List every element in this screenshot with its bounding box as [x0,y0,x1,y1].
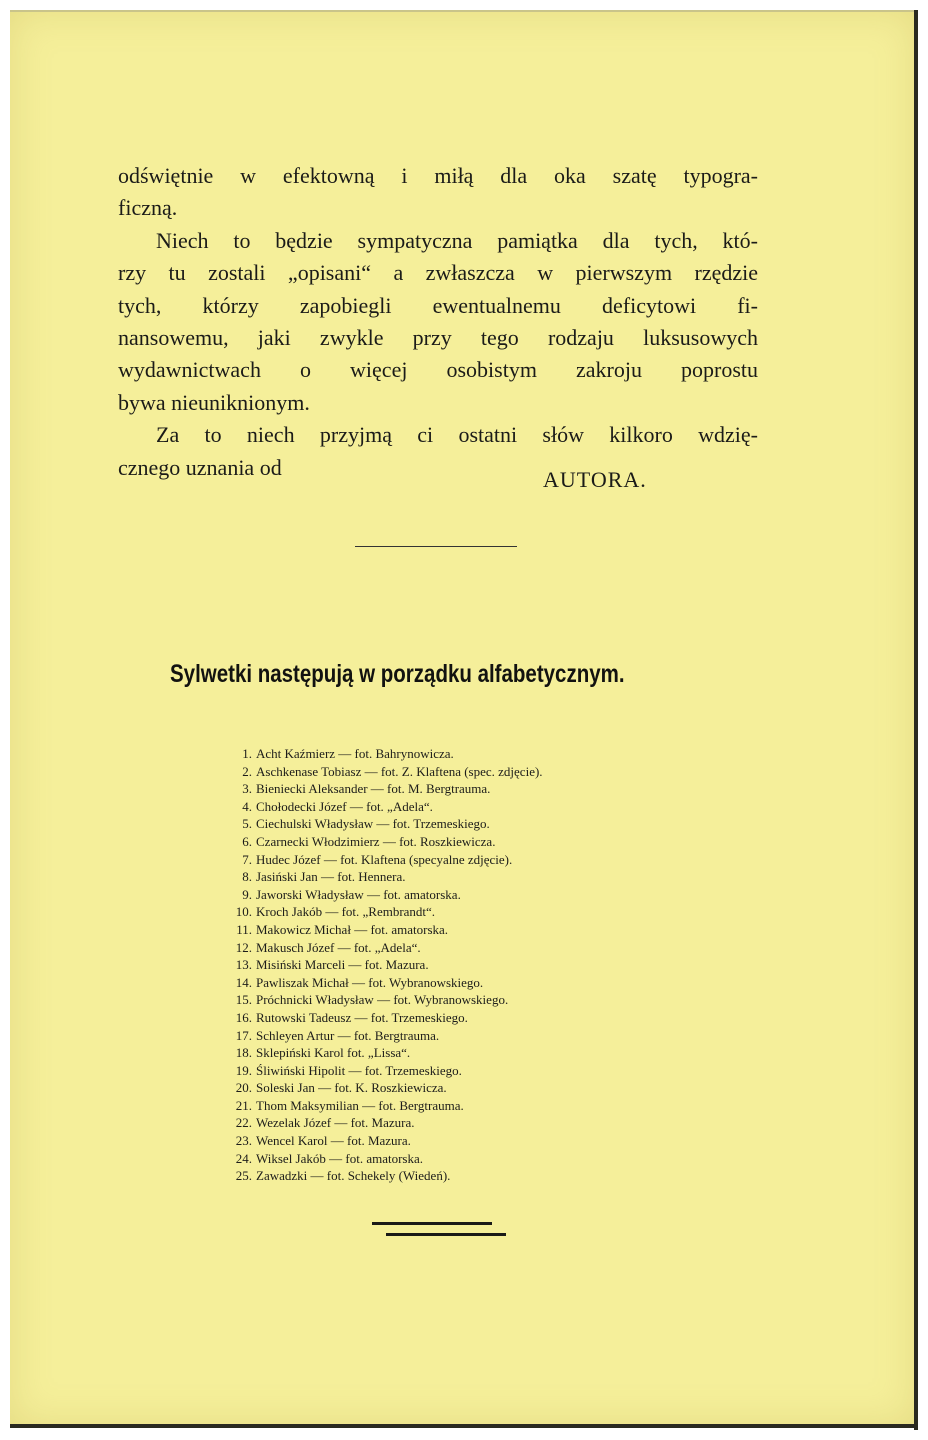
preface-line: Niech to będzie sympatyczna pamiątka dla tych, któ- [156,227,758,253]
preface-line: wydawnictwach o więcej osobistym zakroju poprostu [118,357,758,383]
list-item: 20. Soleski Jan — fot. K. Roszkiewicza. [235,1080,447,1096]
preface-line: rzy tu zostali „opisani“ a zwłaszcza w pierwszym rzędzie [118,260,758,286]
list-item: 9. Jaworski Władysław — fot. amatorska. [242,886,461,902]
preface-line: cznego uznania od [118,454,282,480]
list-item: 21. Thom Maksymilian — fot. Bergtrauma. [235,1097,464,1113]
closing-rule [372,1222,506,1244]
list-item: 1. Acht Kaźmierz — fot. Bahrynowicza. [242,746,454,761]
list-item: 19. Śliwiński Hipolit — fot. Trzemeskiego. [235,1062,462,1078]
list-heading: Sylwetki następują w porządku alfabetycznym. [170,660,625,688]
list-item: 14. Pawliszak Michał — fot. Wybranowskiego. [235,974,484,990]
list-item: 17. Schleyen Artur — fot. Bergtrauma. [235,1027,440,1043]
preface-text [118,160,758,484]
list-item: 2. Aschkenase Tobiasz — fot. Z. Klaftena (spec. zdjęcie). [242,763,543,779]
preface-line: tych, którzy zapobiegli ewentualnemu deficytowi fi- [118,292,758,318]
preface-line: odświętnie w efektowną i miłą dla oka szatę typogra- [118,163,758,188]
list-item: 24. Wiksel Jakób — fot. amatorska. [235,1150,423,1166]
preface-line: bywa nieuniknionym. [118,389,310,415]
list-item: 8. Jasiński Jan — fot. Hennera. [242,869,406,885]
list-item: 10. Kroch Jakób — fot. „Rembrandt“. [235,904,436,920]
list-item: 25. Zawadzki — fot. Schekely (Wiedeń). [235,1168,451,1184]
list-item: 6. Czarnecki Włodzimierz — fot. Roszkiewicza. [242,833,496,849]
list-item: 7. Hudec Józef — fot. Klaftena (specyalne zdjęcie). [242,851,513,867]
closing-rule-bar [386,1233,506,1236]
page-right-edge [914,10,918,1430]
author-signature: AUTORA. [543,467,647,492]
preface-line: nansowemu, jaki zwykle przy tego rodzaju luksusowych [118,325,758,351]
list-item: 16. Rutowski Tadeusz — fot. Trzemeskiego. [235,1009,468,1025]
list-item: 15. Próchnicki Władysław — fot. Wybranowskiego. [235,992,509,1008]
preface-line: Za to niech przyjmą ci ostatni słów kilkoro wdzię- [156,422,758,448]
list-item: 5. Ciechulski Władysław — fot. Trzemeskiego. [242,816,490,832]
list-item: 3. Bieniecki Aleksander — fot. M. Bergtrauma. [242,781,491,797]
list-item: 12. Makusch Józef — fot. „Adela“. [235,939,421,955]
portrait-list [226,745,543,1185]
list-item: 4. Chołodecki Józef — fot. „Adela“. [242,798,433,814]
list-item: 22. Wezelak Józef — fot. Mazura. [235,1115,415,1131]
page-bottom-edge [10,1424,918,1428]
list-item: 11. Makowicz Michał — fot. amatorska. [236,921,449,937]
page-top-edge [10,10,916,12]
section-divider [355,546,517,547]
list-item: 18. Sklepiński Karol fot. „Lissa“. [235,1045,411,1061]
closing-rule-bar [372,1222,492,1225]
list-item: 13. Misiński Marceli — fot. Mazura. [235,957,429,973]
list-item: 23. Wencel Karol — fot. Mazura. [235,1133,411,1149]
preface-line: ficzną. [118,195,178,221]
